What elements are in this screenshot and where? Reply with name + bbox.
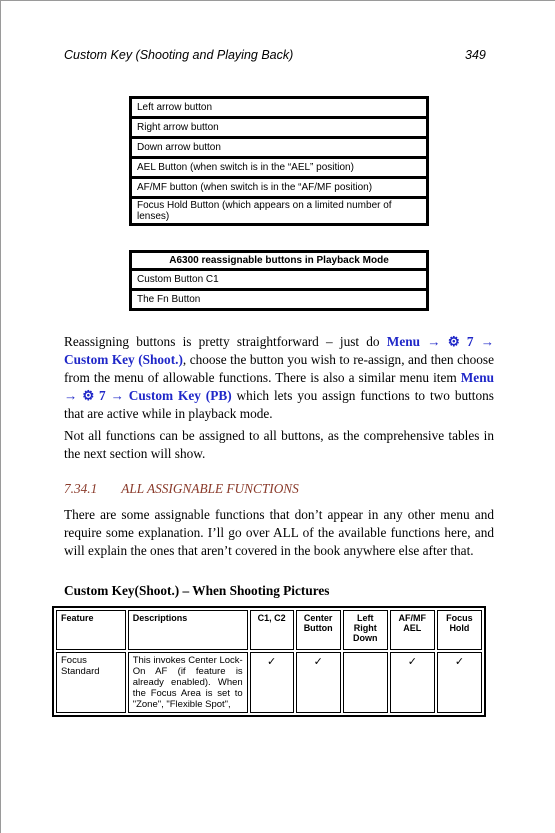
feature-cell: Focus Standard [56,652,126,713]
column-header: Descriptions [128,610,248,650]
page-number: 349 [465,48,486,62]
feature-table [52,606,486,717]
menu-path-shoot[interactable]: Menu → ⚙ 7 → Custom Key (Shoot.) [64,334,495,367]
description-cell: This invokes Center Lock-On AF (if feature is already enabled). When the Focus Area is set to "Zone", "Flexible Spot", [128,652,248,713]
table-row: Custom Button C1 [131,269,427,289]
paragraph-assignable-functions: There are some assignable functions that don’t appear in any other menu and require some explanation. I’ll go over ALL of the available functions here, and will explain the ones that aren’t covered in the book anywhere else after that. [64,507,494,558]
section-heading [64,481,299,497]
reassignable-buttons-table [129,96,429,226]
column-header: AF/MF AEL [390,610,435,650]
page-left-border [0,0,1,833]
section-title: ALL ASSIGNABLE FUNCTIONS [121,481,299,496]
running-header-title: Custom Key (Shooting and Playing Back) [64,48,294,62]
column-header: Left Right Down [343,610,388,650]
column-header: C1, C2 [250,610,294,650]
playback-buttons-table [129,250,429,311]
table-row: Left arrow button [131,98,427,117]
column-header: Feature [56,610,126,650]
paragraph-not-all-functions: Not all functions can be assigned to all buttons, as the comprehensive tables in the next section will show. [64,428,494,461]
table-row [56,652,482,713]
page-top-border [0,0,555,1]
table-row: The Fn Button [131,289,427,309]
table-row: AF/MF button (when switch is in the “AF/MF position) [131,177,427,197]
table-row: AEL Button (when switch is in the “AEL” position) [131,157,427,177]
check-cell: ✓ [390,652,435,713]
table-row: Right arrow button [131,117,427,137]
table-row: Down arrow button [131,137,427,157]
section-number: 7.34.1 [64,481,98,496]
check-cell: ✓ [437,652,482,713]
check-cell [343,652,388,713]
check-cell: ✓ [296,652,341,713]
table-heading: A6300 reassignable buttons in Playback Mode [131,252,427,269]
menu-path-pb[interactable]: Menu → ⚙ 7 → Custom Key (PB) [64,370,494,403]
table-caption: Custom Key(Shoot.) – When Shooting Pictures [64,583,330,598]
column-header: Center Button [296,610,341,650]
table-row: Focus Hold Button (which appears on a limited number of lenses) [131,197,427,224]
check-cell: ✓ [250,652,294,713]
column-header: Focus Hold [437,610,482,650]
paragraph-reassigning: Reassigning buttons is pretty straightforward – just do Menu → ⚙ 7 → Custom Key (Shoot.), choose the button you wish to re-assign, and then choose from the menu of allowable functions. There is also a similar menu item Menu → ⚙ 7 → Custom Key (PB) which lets you assign functions to two buttons that are active while in playback mode. [64,334,495,421]
